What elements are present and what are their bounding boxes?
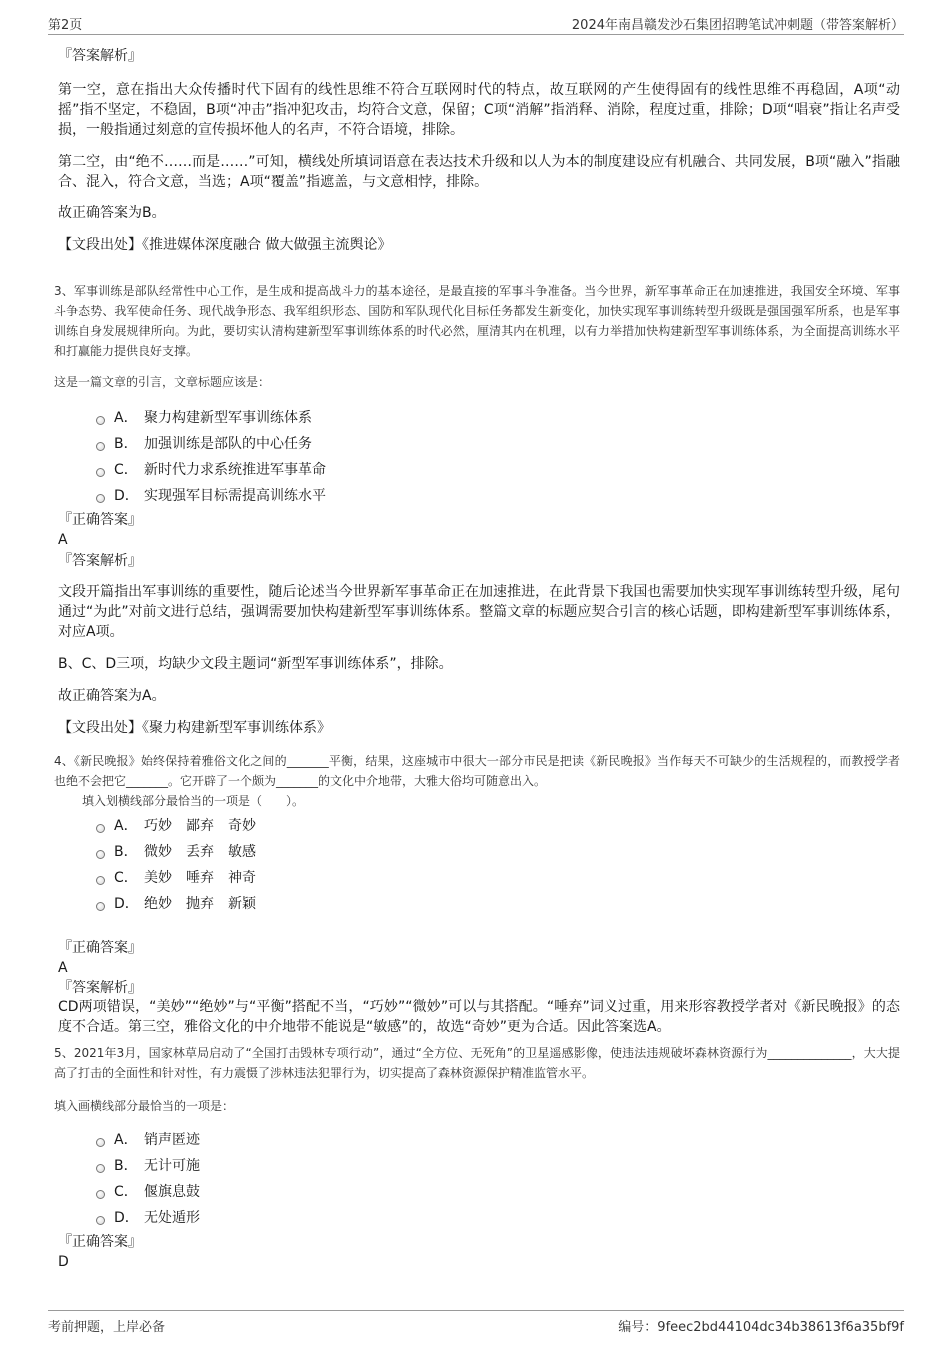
q2-analysis-p1: 第一空，意在指出大众传播时代下固有的线性思维不符合互联网时代的特点，故互联网的产生使得固有的线性思维不再稳固，A项“动摇”指不坚定，不稳固，B项“冲击”指冲犯攻击，均符合文意，保留；C项“消解”指消释、消除，程度过重，排除；D项“唱衰”指让名声受损，一般指通过刻意的宣传损坏他人的名声，不符合语境，排除。	[58, 82, 900, 138]
q2-analysis-p2: 第二空，由“绝不……而是……”可知，横线处所填词语意在表达技术升级和以人为本的制度建设应有机融合、共同发展，B项“融入”指融合、混入，符合文意，当选；A项“覆盖”指遮盖，与文意相悖，排除。	[58, 154, 900, 190]
q4-options	[96, 813, 900, 917]
q3-options	[96, 405, 900, 509]
q2-source: 【文段出处】《推进媒体深度融合 做大做强主流舆论》	[58, 237, 392, 253]
q5-prompt: 填入画横线部分最恰当的一项是：	[54, 1099, 235, 1113]
page-number: 第2页	[48, 18, 83, 33]
radio-icon[interactable]	[96, 876, 105, 885]
radio-icon[interactable]	[96, 1164, 105, 1173]
radio-icon[interactable]	[96, 494, 105, 503]
q3-option-b[interactable]: B． 加强训练是部队的中心任务	[96, 431, 900, 457]
q4-analysis-p1: CD两项错误，“美妙”“绝妙”与“平衡”搭配不当，“巧妙”“微妙”可以与其搭配。“唾弃”词义过重，用来形容教授学者对《新民晚报》的态度不合适。第三空，雅俗文化的中介地带不能说是“敏感”的，故选“奇妙”更为合适。因此答案选A。	[58, 999, 900, 1035]
q4-option-c[interactable]: C． 美妙 唾弃 神奇	[96, 865, 900, 891]
q5-answer: D	[58, 1254, 69, 1270]
q5-question-text: 5、2021年3月，国家林草局启动了“全国打击毁林专项行动”，通过“全方位、无死角”的卫星遥感影像，使违法违规破坏森林资源行为______________，大大提高了打击的全面性和针对性，有力震慑了涉林违法犯罪行为，切实提高了森林资源保护精准监管水平。	[54, 1046, 900, 1080]
document-title: 2024年南昌赣发沙石集团招聘笔试冲刺题（带答案解析）	[571, 18, 904, 33]
q3-option-c[interactable]: C． 新时代力求系统推进军事革命	[96, 457, 900, 483]
radio-icon[interactable]	[96, 1138, 105, 1147]
page-content	[54, 46, 900, 1271]
radio-icon[interactable]	[96, 902, 105, 911]
q3-answer-label: 『正确答案』	[58, 512, 142, 528]
q3-analysis-p2: B、C、D三项，均缺少文段主题词“新型军事训练体系”，排除。	[58, 656, 453, 672]
q5-option-d[interactable]: D． 无处遁形	[96, 1205, 900, 1231]
radio-icon[interactable]	[96, 468, 105, 477]
q3-conclusion: 故正确答案为A。	[58, 688, 166, 704]
q5-option-c[interactable]: C． 偃旗息鼓	[96, 1179, 900, 1205]
page-footer	[48, 1310, 904, 1335]
q4-option-b[interactable]: B． 微妙 丢弃 敏感	[96, 839, 900, 865]
q4-question-text: 4、《新民晚报》始终保持着雅俗文化之间的_______平衡，结果，这座城市中很大一部分市民是把读《新民晚报》当作每天不可缺少的生活规程的，而教授学者也绝不会把它_______。它开辟了一个颇为_______的文化中介地带，大雅大俗均可随意出入。	[54, 754, 900, 788]
radio-icon[interactable]	[96, 850, 105, 859]
radio-icon[interactable]	[96, 824, 105, 833]
footer-slogan: 考前押题，上岸必备	[48, 1320, 166, 1335]
q3-question-text: 3、军事训练是部队经常性中心工作，是生成和提高战斗力的基本途径，是最直接的军事斗争准备。当今世界，新军事革命正在加速推进，我国安全环境、军事斗争态势、我军使命任务、现代战争形态、我军组织形态、国防和军队现代化目标任务都发生新变化，加快实现军事训练转型升级既是强国强军所系，也是军事训练自身发展规律所向。为此，要切实认清构建新型军事训练体系的时代必然，厘清其内在机理，以有力举措加快构建新型军事训练体系，为全面提高训练水平和打赢能力提供良好支撑。	[54, 284, 900, 358]
q2-analysis-label: 『答案解析』	[58, 48, 142, 64]
q5-options	[96, 1127, 900, 1231]
radio-icon[interactable]	[96, 416, 105, 425]
radio-icon[interactable]	[96, 1216, 105, 1225]
radio-icon[interactable]	[96, 1190, 105, 1199]
q5-answer-label: 『正确答案』	[58, 1234, 142, 1250]
q5-option-a[interactable]: A． 销声匿迹	[96, 1127, 900, 1153]
q3-analysis-p1: 文段开篇指出军事训练的重要性，随后论述当今世界新军事革命正在加速推进，在此背景下我国也需要加快实现军事训练转型升级，尾句通过“为此”对前文进行总结，强调需要加快构建新型军事训练体系。整篇文章的标题应契合引言的核心话题，即构建新型军事训练体系，对应A项。	[58, 584, 900, 640]
q3-option-d[interactable]: D． 实现强军目标需提高训练水平	[96, 483, 900, 509]
q3-answer: A	[58, 532, 68, 548]
q4-answer-label: 『正确答案』	[58, 940, 142, 956]
footer-code: 编号：9feec2bd44104dc34b38613f6a35bf9f	[618, 1320, 904, 1335]
q4-option-d[interactable]: D． 绝妙 抛弃 新颖	[96, 891, 900, 917]
q2-conclusion: 故正确答案为B。	[58, 205, 166, 221]
q4-answer: A	[58, 960, 68, 976]
q3-analysis-label: 『答案解析』	[58, 553, 142, 569]
q4-option-a[interactable]: A． 巧妙 鄙弃 奇妙	[96, 813, 900, 839]
q3-source: 【文段出处】《聚力构建新型军事训练体系》	[58, 720, 331, 736]
q3-prompt: 这是一篇文章的引言，文章标题应该是：	[54, 375, 271, 389]
radio-icon[interactable]	[96, 442, 105, 451]
q3-option-a[interactable]: A． 聚力构建新型军事训练体系	[96, 405, 900, 431]
page-header	[48, 14, 904, 35]
q4-analysis-label: 『答案解析』	[58, 980, 142, 996]
q5-option-b[interactable]: B． 无计可施	[96, 1153, 900, 1179]
q4-prompt: 填入划横线部分最恰当的一项是（ ）。	[82, 794, 305, 808]
